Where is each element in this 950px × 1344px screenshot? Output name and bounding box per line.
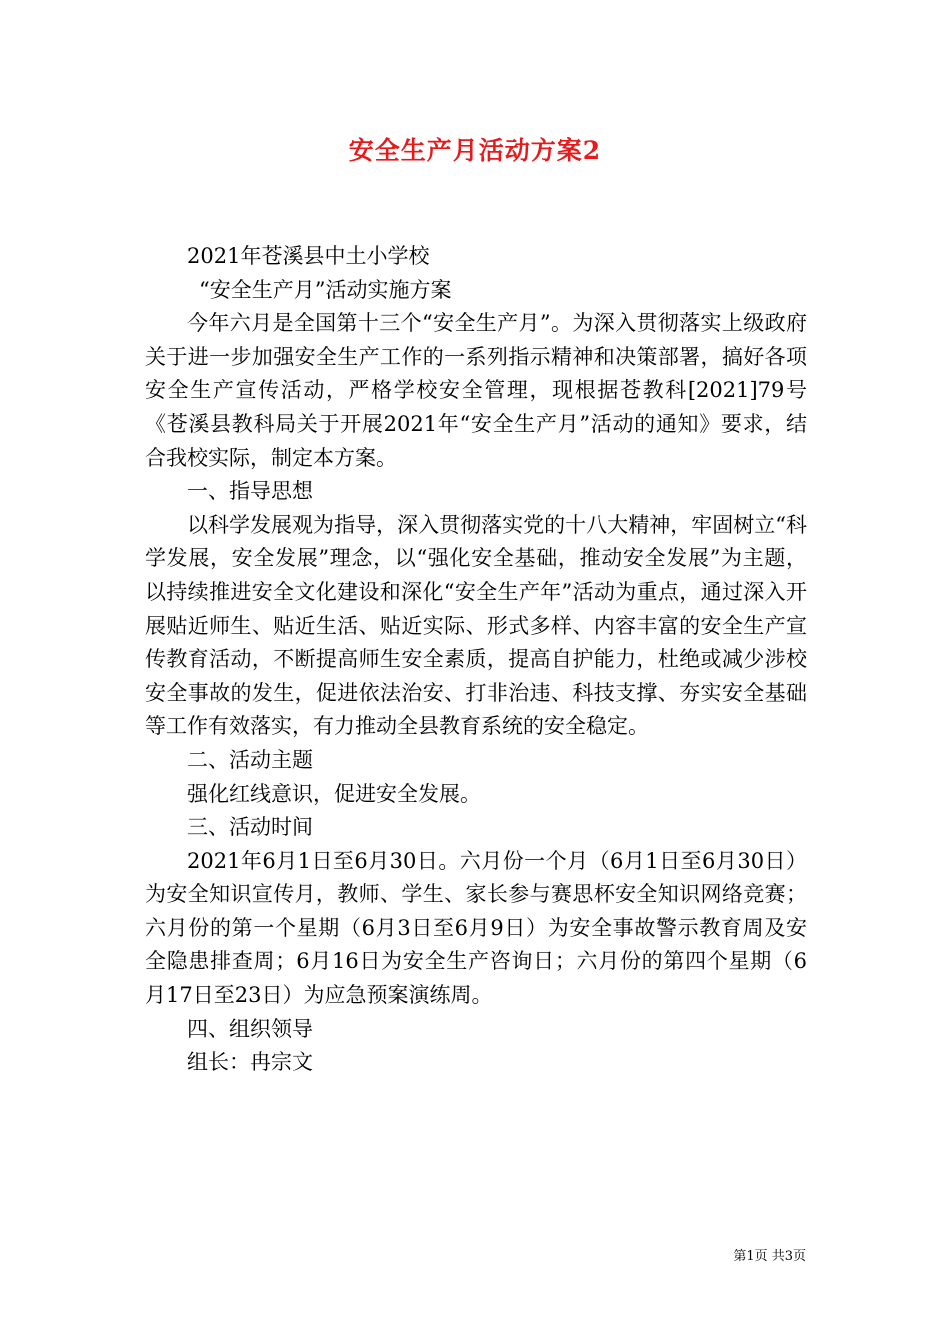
section-heading-leadership: 四、组织领导 (187, 1016, 313, 1041)
theme-paragraph: 强化红线意识，促进安全发展。 (187, 781, 481, 806)
school-line: 2021年苍溪县中土小学校 (187, 244, 430, 268)
section-heading-guiding-thought: 一、指导思想 (187, 479, 313, 504)
guiding-thought-paragraph: 以科学发展观为指导，深入贯彻落实党的十八大精神，牢固树立“科学发展，安全发展”理念，以“强化安全基础，推动安全发展”为主题，以持续推进安全文化建设和深化“安全生产年”活动为重点，通过深入开展贴近师生、贴近生活、贴近实际、形式多样、内容丰富的安全生产宣传教育活动，不断提高师生安全素质，提高自护能力，杜绝或减少涉校安全事故的发生，促进依法治安、打非治违、科技支撑、夯实安全基础等工作有效落实，有力推动全县教育系统的安全稳定。 (145, 512, 807, 739)
leader-line: 组长：冉宗文 (187, 1050, 313, 1075)
section-heading-time: 三、活动时间 (187, 815, 313, 840)
page-number: 第1页 共3页 (733, 1249, 806, 1264)
time-paragraph: 2021年6月1日至6月30日。六月份一个月（6月1日至6月30日）为安全知识宣传月，教师、学生、家长参与赛思杯安全知识网络竞赛；六月份的第一个星期（6月3日至6月9日）为安全事故警示教育周及安全隐患排查周；6月16日为安全生产咨询日；六月份的第四个星期（6月17日至23日）为应急预案演练周。 (145, 848, 807, 1008)
document-title: 安全生产月活动方案2 (348, 136, 602, 165)
plan-subtitle: “安全生产月”活动实施方案 (199, 277, 452, 302)
section-heading-theme: 二、活动主题 (187, 747, 313, 772)
intro-paragraph: 今年六月是全国第十三个“安全生产月”。为深入贯彻落实上级政府关于进一步加强安全生产工作的一系列指示精神和决策部署，搞好各项安全生产宣传活动，严格学校安全管理，现根据苍教科[2021]79号《苍溪县教科局关于开展2021年“安全生产月”活动的通知》要求，结合我校实际，制定本方案。 (145, 311, 807, 470)
document-body (145, 240, 807, 1080)
